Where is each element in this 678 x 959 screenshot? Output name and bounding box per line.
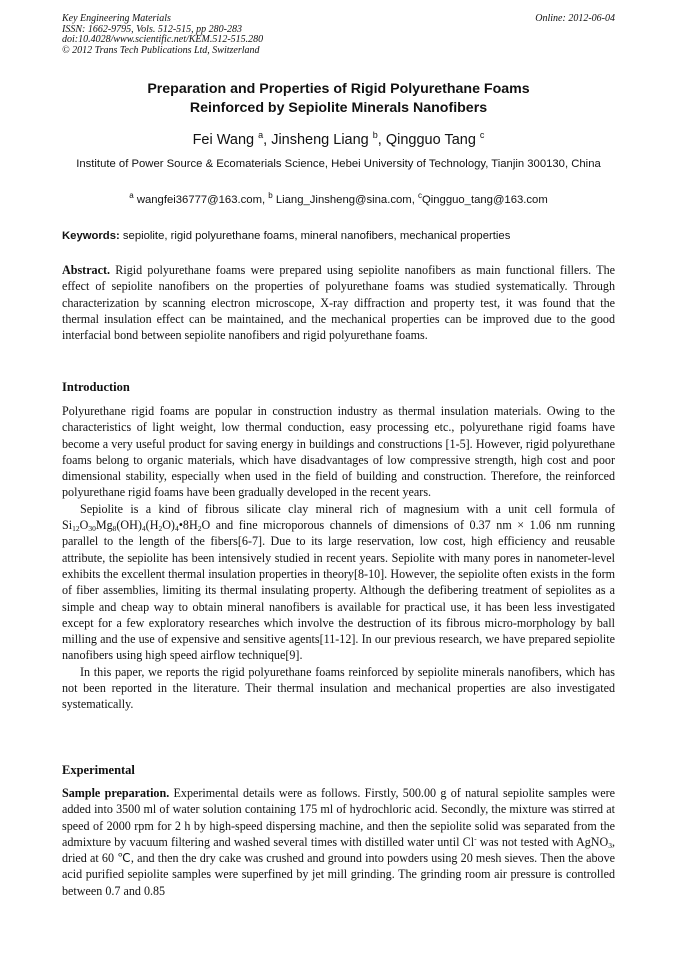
author-name: Jinsheng Liang — [271, 132, 369, 148]
author-separator: , — [263, 132, 272, 148]
online-date: Online: 2012-06-04 — [535, 13, 615, 24]
email-address: Qingguo_tang@163.com — [421, 194, 548, 206]
subsection-label: Sample preparation. — [62, 786, 170, 800]
section-heading-experimental: Experimental — [62, 763, 135, 777]
formula-subscript: 3 — [608, 840, 612, 850]
section-heading-introduction: Introduction — [62, 380, 130, 394]
author-mark: a — [258, 130, 264, 140]
paragraph-text: and fine microporous channels of dimensions of 0.37 nm × 1.06 nm running parallel to the length of the fibers[6-7]. Due to its large reservation, low cost, high efficiency and reusable attribute, the sepiolite has been intensively studied in recent years. Sepiolite with many pores in nanometer-level exhibits the excellent thermal insulation properties in theory[8-10]. However, the sepiolite often exists in the form of fiber assemblies, limiting its thermal insulating property. Although the defibering treatment of sepiolites as a simple and cheap way to obtain mineral nanofibers is available for practical use, it has been less investigated except for a few exploratory researches which involve the destruction of its fibrous micro-morphology by ball milling and the use of expensive and sensitive agents[11-12]. In our previous research, we have prepared sepiolite nanofibers using high speed airflow technique[9]. — [62, 518, 615, 663]
abstract-label: Abstract. — [62, 263, 111, 277]
email-address: Liang_Jinsheng@sina.com — [275, 194, 412, 206]
author-list — [62, 130, 615, 150]
author-mark: c — [479, 130, 485, 140]
title-line-2: Reinforced by Sepiolite Minerals Nanofibers — [189, 100, 488, 116]
introduction-body — [62, 403, 615, 713]
email-mark: a — [129, 191, 134, 200]
email-mark: b — [268, 191, 273, 200]
keywords-label: Keywords: — [62, 230, 120, 242]
doi-line: doi:10.4028/www.scientific.net/KEM.512-515.280 — [62, 34, 264, 45]
author-separator: , — [377, 132, 386, 148]
paragraph-text: , dried at 60 ℃, and then the dry cake was crushed and ground into powders using 20 mesh sieves. Then the above acid purified sepiolite samples were superfined by jet mill grinding. The grinding room air pressure is controlled between 0.7 and 0.85 — [62, 834, 615, 898]
journal-name: Key Engineering Materials — [62, 13, 171, 24]
email-separator: , — [411, 194, 418, 206]
abstract — [62, 262, 615, 343]
paragraph-text: Experimental details were as follows. Firstly, 500.00 g of natural sepiolite samples were added into 3500 ml of water solution containing 175 ml of hydrochloric acid. Secondly, the mixture was stirred at speed of 2000 rpm for 2 h by high-speed dispersing machine, and then the sepiolite solid was separated from the admixture by vacuum filtering and washed several times with distilled water until Cl — [62, 786, 615, 849]
author-name: Qingguo Tang — [385, 132, 476, 148]
keywords — [62, 228, 615, 244]
abstract-text: Rigid polyurethane foams were prepared using sepiolite nanofibers as main functional fillers. The effect of sepiolite nanofibers on the properties of polyurethane foams was studied systematically. Through characterization by scanning electron microscope, X-ray diffraction and property test, it was found that the thermal insulation effect can be maintained, and the mechanical properties can be improved due to the good interfacial bond between sepiolite nanofibers and rigid polyurethane foams. — [62, 263, 615, 343]
email-separator: , — [261, 194, 269, 206]
copyright-line: © 2012 Trans Tech Publications Ltd, Switzerland — [62, 44, 260, 56]
keywords-text: sepiolite, rigid polyurethane foams, mineral nanofibers, mechanical properties — [122, 230, 511, 242]
author-name: Fei Wang — [192, 132, 255, 148]
paragraph: Polyurethane rigid foams are popular in construction industry as thermal insulation materials. Owing to the characteristics of light weight, low thermal conduction, easy processing etc., polyurethane rigid foams have become a very useful product for saving energy in buildings and constructions [1-5]. However, rigid polyurethane foams belong to organic materials, which have disadvantages of low compressive strength, high cost and poor dimensional stability, especially when used in the field of building and construction. Therefore, the reinforced polyurethane rigid foams have been gradually developed in the recent years. — [62, 404, 615, 500]
email-address: wangfei36777@163.com — [136, 194, 262, 206]
author-mark: b — [372, 130, 378, 140]
paragraph-text: was not tested with AgNO — [476, 834, 609, 849]
chemical-formula: $Si_{12}O_{30}Mg_8(OH)_4(H_2O)_4•8H_2O$ — [62, 518, 211, 534]
title-line-1: Preparation and Properties of Rigid Polyurethane Foams — [147, 81, 530, 97]
journal-header — [62, 14, 615, 56]
email-mark: c — [417, 191, 422, 200]
affiliation: Institute of Power Source & Ecomaterials Science, Hebei University of Technology, Tianjin 300130, China — [76, 158, 601, 170]
paper-title — [62, 80, 615, 118]
paragraph — [62, 501, 615, 664]
paragraph-text: Sepiolite is a kind of fibrous silicate clay mineral rich of magnesium with a unit cell formula of — [80, 501, 615, 516]
ion-charge: - — [474, 833, 477, 843]
paragraph — [62, 785, 615, 899]
email-list — [62, 192, 615, 208]
issn-line: ISSN: 1662-9795, Vols. 512-515, pp 280-283 — [62, 23, 242, 35]
experimental-body — [62, 785, 615, 899]
paragraph: In this paper, we reports the rigid polyurethane foams reinforced by sepiolite minerals nanofibers, which has not been reported in the literature. Their thermal insulation and mechanical properties are also investigated systematically. — [62, 664, 615, 712]
